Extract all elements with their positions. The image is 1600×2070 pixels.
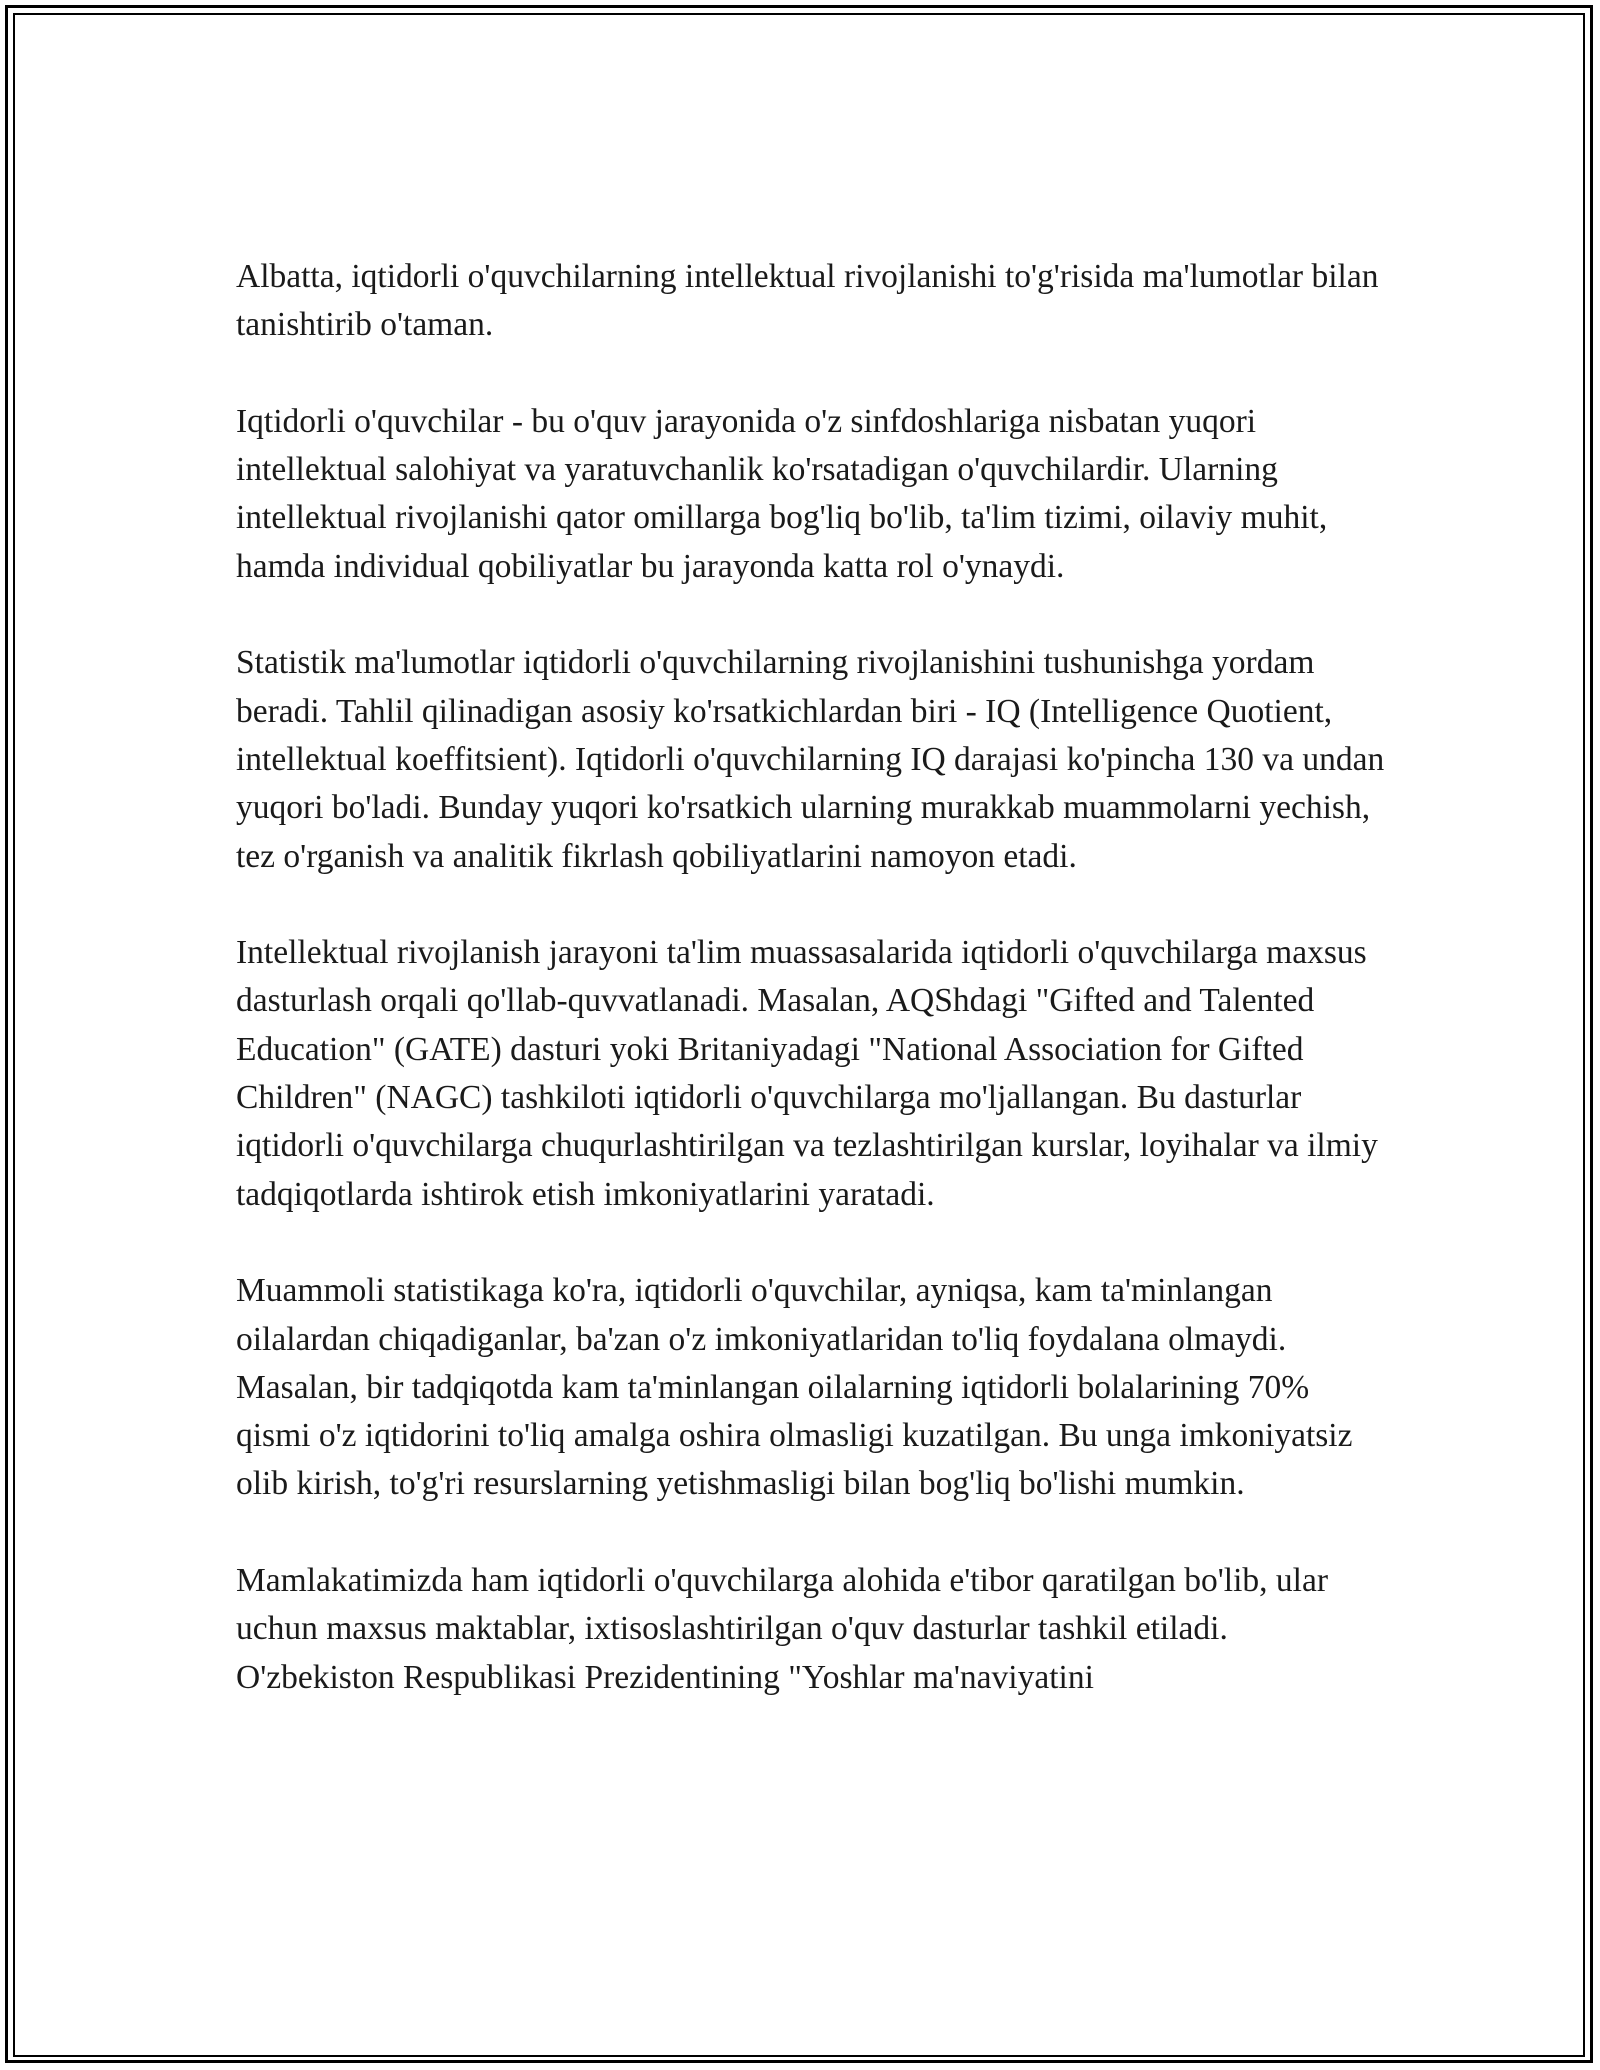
- paragraph-intro: Albatta, iqtidorli o'quvchilarning intellektual rivojlanishi to'g'risida ma'lumotlar bilan tanishtirib o'taman.: [236, 258, 1379, 344]
- paragraph-problems: Muammoli statistikaga ko'ra, iqtidorli o'quvchilar, ayniqsa, kam ta'minlangan oilalardan chiqadiganlar, ba'zan o'z imkoniyatlaridan to'liq foydalana olmaydi. Masalan, bir tadqiqotda kam ta'minlangan oilalarning iqtidorli bolalarining 70% qismi o'z iqtidorini to'liq amalga oshira olmasligi kuzatilgan. Bu unga imkoniyatsiz olib kirish, to'g'ri resurslarning yetishmasligi bilan bog'liq bo'lishi mumkin.: [236, 1272, 1353, 1503]
- paragraph-programs: Intellektual rivojlanish jarayoni ta'lim muassasalarida iqtidorli o'quvchilarga maxsus dasturlash orqali qo'llab-quvvatlanadi. Masalan, AQShdagi "Gifted and Talented Education" (GATE) dasturi yoki Britaniyadagi "National Association for Gifted Children" (NAGC) tashkiloti iqtidorli o'quvchilarga mo'ljallangan. Bu dasturlar iqtidorli o'quvchilarga chuqurlashtirilgan va tezlashtirilgan kurslar, loyihalar va ilmiy tadqiqotlarda ishtirok etish imkoniyatlarini yaratadi.: [236, 934, 1378, 1213]
- paragraph-uzbekistan: Mamlakatimizda ham iqtidorli o'quvchilarga alohida e'tibor qaratilgan bo'lib, ular uchun maxsus maktablar, ixtisoslashtirilgan o'quv dasturlar tashkil etiladi. O'zbekiston Respublikasi Prezidentining "Yoshlar ma'naviyatini: [236, 1562, 1328, 1696]
- paragraph-statistics-iq: Statistik ma'lumotlar iqtidorli o'quvchilarning rivojlanishini tushunishga yordam beradi. Tahlil qilinadigan asosiy ko'rsatkichlardan biri - IQ (Intelligence Quotient, intellektual koeffitsient). Iqtidorli o'quvchilarning IQ darajasi ko'pincha 130 va undan yuqori bo'ladi. Bunday yuqori ko'rsatkich ularning murakkab muammolarni yechish, tez o'rganish va analitik fikrlash qobiliyatlarini namoyon etadi.: [236, 644, 1385, 875]
- document-body: [236, 253, 1386, 1702]
- paragraph-definition: Iqtidorli o'quvchilar - bu o'quv jarayonida o'z sinfdoshlariga nisbatan yuqori intellektual salohiyat va yaratuvchanlik ko'rsatadigan o'quvchilardir. Ularning intellektual rivojlanishi qator omillarga bog'liq bo'lib, ta'lim tizimi, oilaviy muhit, hamda individual qobiliyatlar bu jarayonda katta rol o'ynaydi.: [236, 402, 1328, 585]
